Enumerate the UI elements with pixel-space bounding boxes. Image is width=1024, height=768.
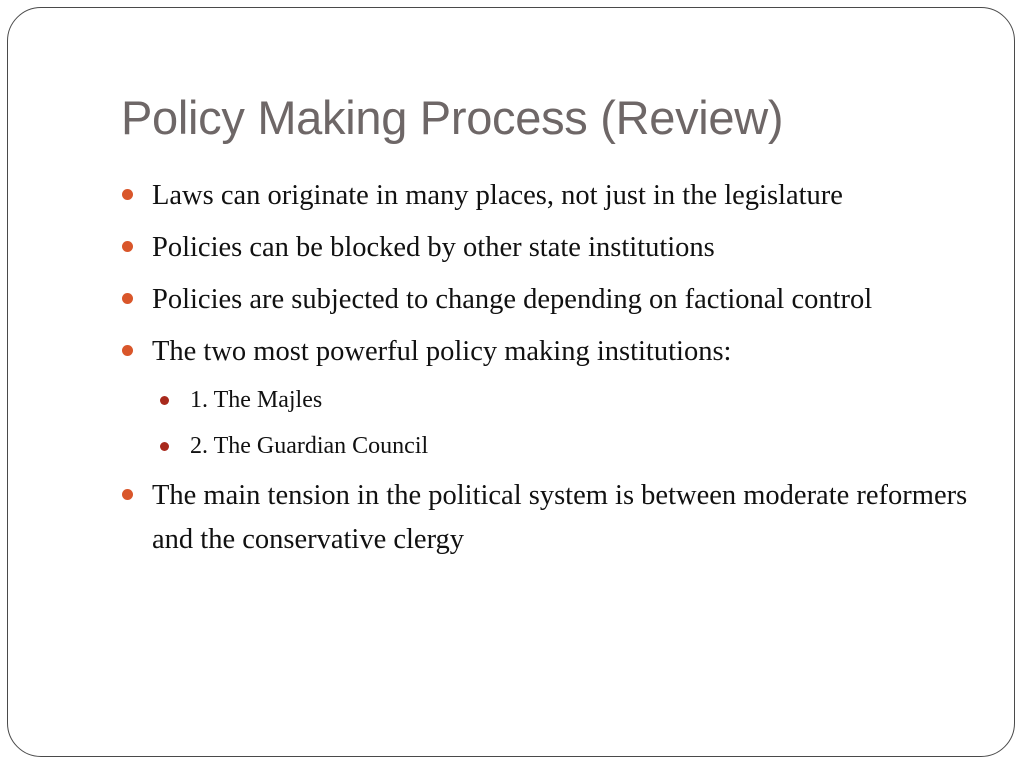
sub-bullet-item bbox=[160, 428, 982, 464]
bullet-text: Laws can originate in many places, not just in the legislature bbox=[152, 180, 843, 211]
sub-bullet-text: 1. The Majles bbox=[190, 387, 323, 413]
bullet-dot-icon bbox=[122, 241, 133, 252]
bullet-list bbox=[122, 174, 982, 570]
bullet-dot-icon bbox=[122, 345, 133, 356]
slide-title: Policy Making Process (Review) bbox=[121, 91, 784, 144]
bullet-dot-icon bbox=[122, 489, 133, 500]
bullet-item bbox=[122, 330, 982, 374]
bullet-item bbox=[122, 474, 982, 562]
bullet-dot-icon bbox=[122, 293, 133, 304]
sub-bullet-text: 2. The Guardian Council bbox=[190, 433, 429, 459]
bullet-item bbox=[122, 278, 982, 322]
bullet-dot-icon bbox=[122, 189, 133, 200]
sub-bullet-dot-icon bbox=[160, 396, 169, 405]
sub-bullet-dot-icon bbox=[160, 442, 169, 451]
slide bbox=[7, 7, 1015, 757]
bullet-text: Policies can be blocked by other state institutions bbox=[152, 232, 715, 263]
bullet-text: The main tension in the political system is between moderate reformers and the conservative clergy bbox=[152, 480, 968, 555]
bullet-text: The two most powerful policy making institutions: bbox=[152, 336, 732, 367]
sub-bullet-list bbox=[122, 382, 982, 464]
bullet-text: Policies are subjected to change depending on factional control bbox=[152, 284, 873, 315]
bullet-item bbox=[122, 174, 982, 218]
sub-bullet-item bbox=[160, 382, 982, 418]
bullet-item bbox=[122, 226, 982, 270]
